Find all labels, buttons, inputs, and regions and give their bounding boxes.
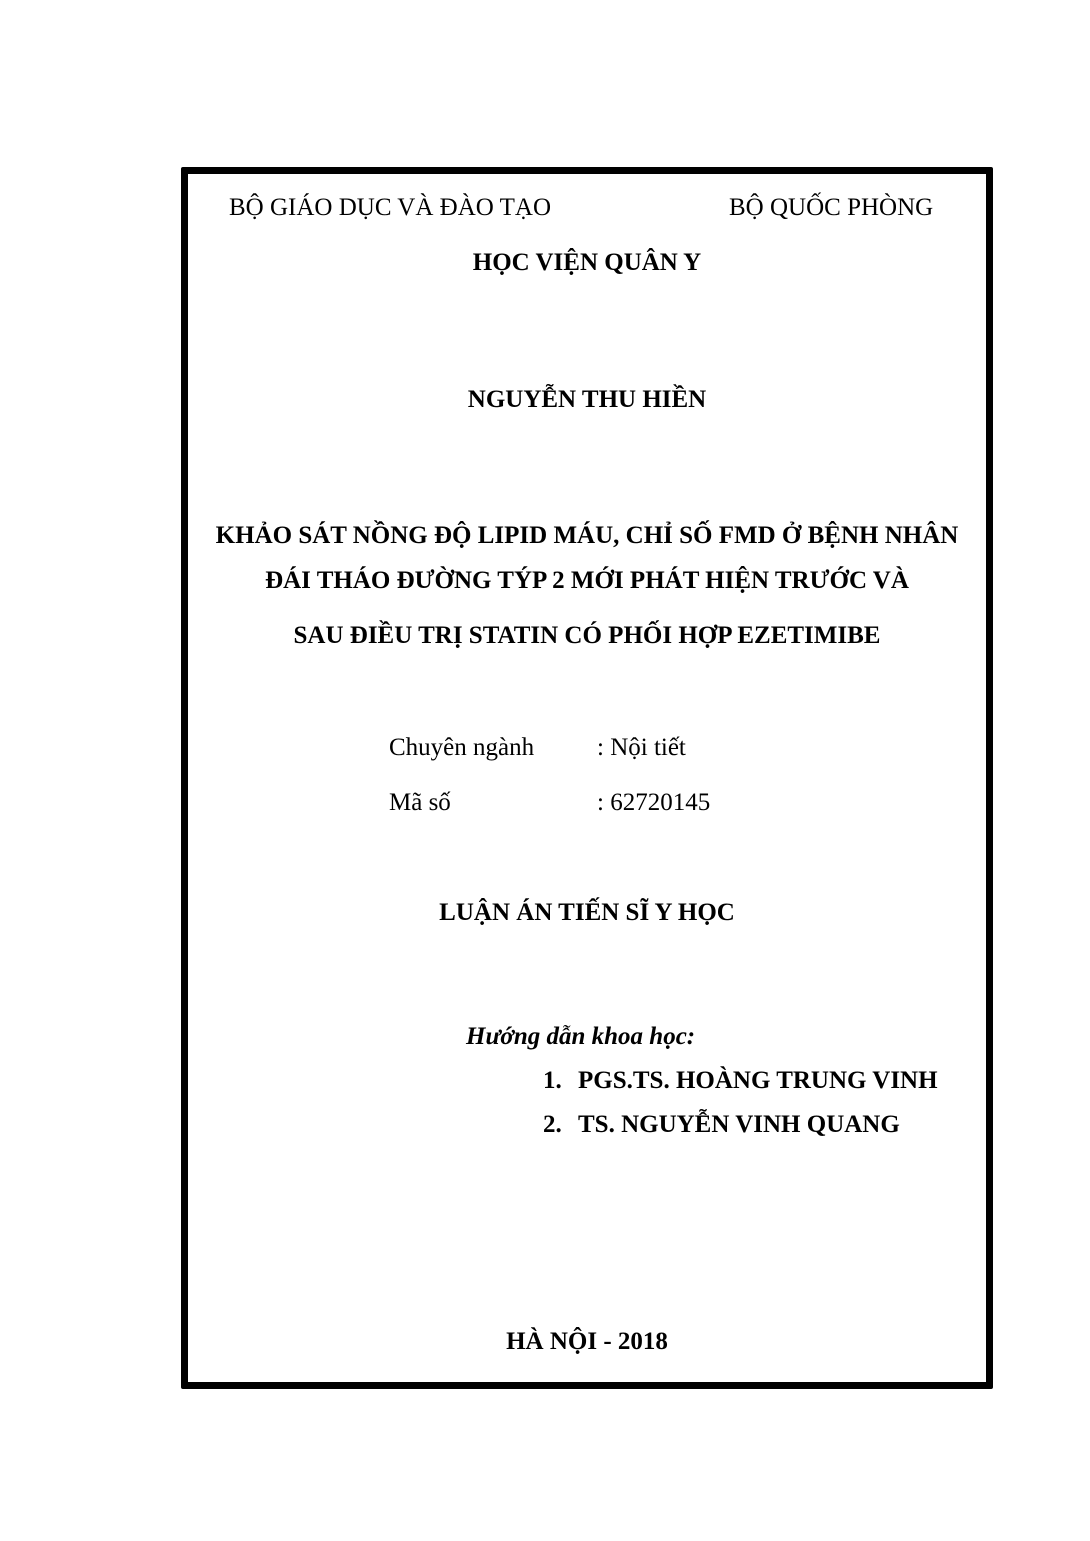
author-name: NGUYỄN THU HIỀN	[467, 386, 707, 413]
degree-title: LUẬN ÁN TIẾN SĨ Y HỌC	[439, 899, 735, 926]
place-and-year: HÀ NỘI - 2018	[506, 1328, 668, 1355]
supervisor-1-number: 1.	[543, 1067, 562, 1094]
cover-border-frame	[181, 167, 993, 1389]
supervisor-2-name: TS. NGUYỄN VINH QUANG	[578, 1111, 900, 1138]
thesis-title-line-2: ĐÁI THÁO ĐƯỜNG TÝP 2 MỚI PHÁT HIỆN TRƯỚC VÀ	[265, 567, 909, 594]
code-label: Mã số	[389, 789, 451, 816]
supervisor-2-number: 2.	[543, 1111, 562, 1138]
specialty-value: : Nội tiết	[597, 734, 686, 761]
institute-name: HỌC VIỆN QUÂN Y	[472, 249, 702, 276]
ministry-education: BỘ GIÁO DỤC VÀ ĐÀO TẠO	[229, 194, 551, 221]
thesis-title-line-3: SAU ĐIỀU TRỊ STATIN CÓ PHỐI HỢP EZETIMIBE	[293, 622, 881, 649]
ministry-defense: BỘ QUỐC PHÒNG	[729, 194, 934, 221]
thesis-title-line-1: KHẢO SÁT NỒNG ĐỘ LIPID MÁU, CHỈ SỐ FMD Ở BỆNH NHÂN	[215, 522, 959, 549]
code-value: : 62720145	[597, 789, 711, 816]
supervisor-1-name: PGS.TS. HOÀNG TRUNG VINH	[578, 1067, 938, 1094]
supervisors-heading: Hướng dẫn khoa học:	[466, 1023, 696, 1050]
specialty-label: Chuyên ngành	[389, 734, 535, 761]
